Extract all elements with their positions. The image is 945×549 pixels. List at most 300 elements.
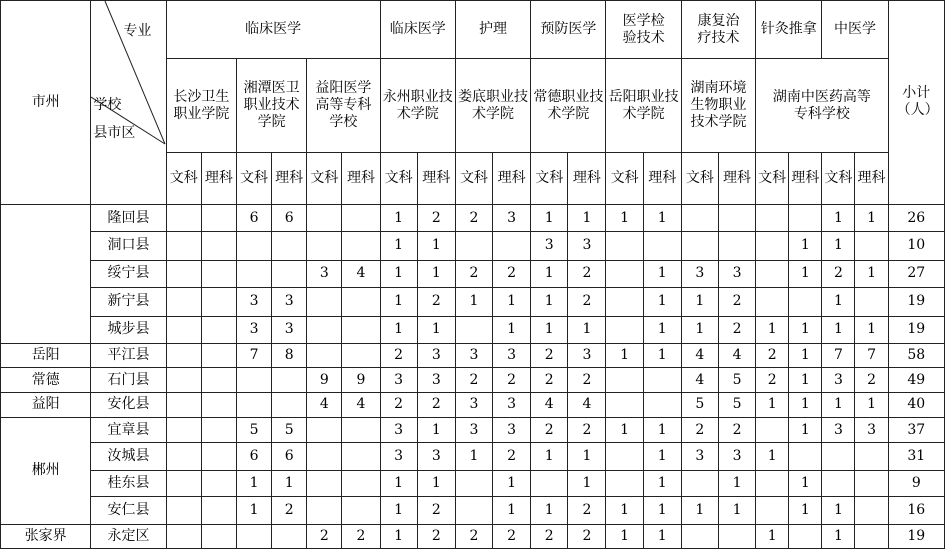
value-cell <box>606 392 643 417</box>
value-cell: 1 <box>789 368 822 392</box>
value-cell: 3 <box>272 288 307 317</box>
school-hunan-tcm: 湖南中医药高等专科学校 <box>756 59 889 153</box>
value-cell <box>236 260 271 287</box>
table-row <box>1 368 945 392</box>
value-cell <box>342 316 380 343</box>
value-cell: 1 <box>789 417 822 442</box>
value-cell <box>342 417 380 442</box>
arts-header: 文科 <box>756 153 789 205</box>
value-cell: 3 <box>455 344 492 368</box>
value-cell: 1 <box>681 288 718 317</box>
value-cell: 1 <box>380 204 417 231</box>
value-cell: 3 <box>718 443 755 470</box>
value-cell <box>756 232 789 261</box>
school-hunan-env-bio: 湖南环境生物职业技术学院 <box>681 59 755 153</box>
value-cell <box>643 368 681 392</box>
major-clinical-2: 临床医学 <box>380 1 455 59</box>
value-cell <box>606 470 643 496</box>
value-cell <box>272 392 307 417</box>
value-cell: 5 <box>718 392 755 417</box>
value-cell <box>342 288 380 317</box>
value-cell: 1 <box>822 524 855 548</box>
value-cell: 3 <box>307 260 342 287</box>
value-cell: 2 <box>417 392 455 417</box>
value-cell <box>342 497 380 524</box>
value-cell: 1 <box>822 497 855 524</box>
value-cell: 1 <box>531 497 568 524</box>
value-cell: 1 <box>643 443 681 470</box>
value-cell: 1 <box>855 260 888 287</box>
value-cell: 4 <box>342 260 380 287</box>
value-cell: 4 <box>342 392 380 417</box>
subtotal-cell: 49 <box>888 368 944 392</box>
value-cell: 1 <box>380 288 417 317</box>
value-cell: 2 <box>307 524 342 548</box>
subtotal-cell: 16 <box>888 497 944 524</box>
city-cell: 郴州 <box>1 417 91 524</box>
value-cell <box>236 368 271 392</box>
value-cell: 1 <box>643 497 681 524</box>
science-header: 理科 <box>855 153 888 205</box>
value-cell: 1 <box>789 260 822 287</box>
value-cell: 3 <box>681 260 718 287</box>
value-cell <box>201 470 236 496</box>
value-cell <box>201 316 236 343</box>
value-cell: 2 <box>455 260 492 287</box>
value-cell: 1 <box>568 204 606 231</box>
value-cell <box>855 470 888 496</box>
subtotal-cell: 27 <box>888 260 944 287</box>
value-cell: 1 <box>789 497 822 524</box>
subtotal-cell: 19 <box>888 316 944 343</box>
value-cell: 2 <box>568 497 606 524</box>
value-cell <box>307 288 342 317</box>
value-cell: 1 <box>236 497 271 524</box>
value-cell: 1 <box>822 204 855 231</box>
value-cell: 1 <box>822 392 855 417</box>
value-cell: 1 <box>380 260 417 287</box>
table-row <box>1 260 945 287</box>
value-cell: 1 <box>718 497 755 524</box>
table-row <box>1 232 945 261</box>
value-cell: 9 <box>307 368 342 392</box>
value-cell: 1 <box>643 316 681 343</box>
city-cell: 常德 <box>1 368 91 392</box>
value-cell: 1 <box>789 316 822 343</box>
value-cell: 2 <box>531 524 568 548</box>
value-cell: 1 <box>568 443 606 470</box>
value-cell: 6 <box>272 204 307 231</box>
subtotal-cell: 26 <box>888 204 944 231</box>
value-cell: 1 <box>643 204 681 231</box>
value-cell: 1 <box>493 316 531 343</box>
value-cell: 2 <box>417 524 455 548</box>
value-cell: 2 <box>531 344 568 368</box>
value-cell: 2 <box>718 417 755 442</box>
value-cell: 1 <box>455 443 492 470</box>
value-cell <box>718 524 755 548</box>
subtotal-cell: 37 <box>888 417 944 442</box>
table-row <box>1 392 945 417</box>
value-cell: 4 <box>307 392 342 417</box>
major-clinical-1: 临床医学 <box>166 1 380 59</box>
science-header: 理科 <box>718 153 755 205</box>
value-cell: 2 <box>568 417 606 442</box>
value-cell <box>201 204 236 231</box>
value-cell: 2 <box>493 443 531 470</box>
value-cell: 1 <box>568 470 606 496</box>
corner-school-label: 学校 <box>93 97 122 113</box>
value-cell <box>166 204 201 231</box>
value-cell <box>606 316 643 343</box>
value-cell <box>166 497 201 524</box>
value-cell <box>166 417 201 442</box>
value-cell: 1 <box>493 470 531 496</box>
county-cell: 城步县 <box>91 316 166 343</box>
value-cell: 2 <box>568 288 606 317</box>
table-row <box>1 204 945 231</box>
value-cell <box>756 204 789 231</box>
value-cell: 3 <box>681 443 718 470</box>
value-cell: 1 <box>606 417 643 442</box>
value-cell: 2 <box>756 344 789 368</box>
table-row <box>1 524 945 548</box>
value-cell <box>342 232 380 261</box>
arts-header: 文科 <box>822 153 855 205</box>
value-cell <box>166 344 201 368</box>
value-cell <box>681 524 718 548</box>
value-cell <box>681 470 718 496</box>
value-cell <box>681 232 718 261</box>
science-header: 理科 <box>417 153 455 205</box>
value-cell <box>166 470 201 496</box>
value-cell: 3 <box>417 443 455 470</box>
subtotal-cell: 10 <box>888 232 944 261</box>
value-cell: 1 <box>417 316 455 343</box>
value-cell: 1 <box>855 204 888 231</box>
value-cell: 3 <box>855 417 888 442</box>
value-cell: 6 <box>272 443 307 470</box>
value-cell: 3 <box>272 316 307 343</box>
value-cell <box>822 470 855 496</box>
county-cell: 汝城县 <box>91 443 166 470</box>
value-cell: 2 <box>417 288 455 317</box>
value-cell: 8 <box>272 344 307 368</box>
value-cell: 1 <box>455 288 492 317</box>
value-cell <box>789 288 822 317</box>
value-cell <box>307 443 342 470</box>
value-cell: 3 <box>417 368 455 392</box>
value-cell: 3 <box>455 392 492 417</box>
value-cell: 4 <box>681 344 718 368</box>
value-cell: 2 <box>417 204 455 231</box>
value-cell: 2 <box>756 368 789 392</box>
value-cell <box>201 524 236 548</box>
value-cell <box>272 524 307 548</box>
city-cell: 岳阳 <box>1 344 91 368</box>
value-cell: 2 <box>417 497 455 524</box>
value-cell: 1 <box>789 392 822 417</box>
science-header: 理科 <box>643 153 681 205</box>
city-cell: 张家界 <box>1 524 91 548</box>
value-cell: 5 <box>272 417 307 442</box>
value-cell <box>855 443 888 470</box>
arts-header: 文科 <box>307 153 342 205</box>
value-cell: 4 <box>718 344 755 368</box>
value-cell: 1 <box>380 470 417 496</box>
table-row <box>1 417 945 442</box>
value-cell: 4 <box>531 392 568 417</box>
value-cell <box>272 260 307 287</box>
value-cell <box>166 232 201 261</box>
subtotal-cell: 31 <box>888 443 944 470</box>
value-cell: 2 <box>493 260 531 287</box>
value-cell <box>606 232 643 261</box>
value-cell <box>307 204 342 231</box>
value-cell <box>455 316 492 343</box>
value-cell: 1 <box>643 288 681 317</box>
value-cell: 1 <box>417 470 455 496</box>
value-cell: 2 <box>568 368 606 392</box>
value-cell: 2 <box>493 368 531 392</box>
school-yiyang: 益阳医学高等专科学校 <box>307 59 380 153</box>
value-cell: 2 <box>681 417 718 442</box>
county-cell: 永定区 <box>91 524 166 548</box>
arts-header: 文科 <box>681 153 718 205</box>
value-cell: 2 <box>568 524 606 548</box>
value-cell <box>307 470 342 496</box>
county-cell: 宜章县 <box>91 417 166 442</box>
value-cell: 1 <box>681 316 718 343</box>
science-header: 理科 <box>789 153 822 205</box>
value-cell: 2 <box>342 524 380 548</box>
subtotal-header: 小计（人） <box>888 1 944 205</box>
value-cell: 1 <box>606 497 643 524</box>
arts-header: 文科 <box>236 153 271 205</box>
arts-header: 文科 <box>606 153 643 205</box>
value-cell: 1 <box>531 204 568 231</box>
value-cell: 3 <box>493 417 531 442</box>
value-cell: 1 <box>756 443 789 470</box>
value-cell <box>307 316 342 343</box>
value-cell <box>166 443 201 470</box>
value-cell: 3 <box>822 417 855 442</box>
value-cell: 3 <box>417 344 455 368</box>
value-cell <box>756 417 789 442</box>
value-cell: 5 <box>236 417 271 442</box>
value-cell <box>342 470 380 496</box>
value-cell: 1 <box>718 470 755 496</box>
value-cell: 1 <box>822 232 855 261</box>
value-cell: 1 <box>272 470 307 496</box>
value-cell: 2 <box>455 368 492 392</box>
value-cell <box>493 232 531 261</box>
value-cell: 1 <box>493 288 531 317</box>
major-lab-tech: 医学检验技术 <box>606 1 681 59</box>
value-cell: 5 <box>718 368 755 392</box>
value-cell <box>789 443 822 470</box>
value-cell: 3 <box>455 417 492 442</box>
value-cell: 3 <box>531 232 568 261</box>
value-cell: 1 <box>789 344 822 368</box>
county-cell: 绥宁县 <box>91 260 166 287</box>
value-cell <box>166 368 201 392</box>
value-cell <box>166 260 201 287</box>
county-cell: 安仁县 <box>91 497 166 524</box>
value-cell: 5 <box>681 392 718 417</box>
subtotal-cell: 40 <box>888 392 944 417</box>
value-cell <box>236 232 271 261</box>
value-cell <box>342 204 380 231</box>
county-cell: 洞口县 <box>91 232 166 261</box>
value-cell: 1 <box>643 524 681 548</box>
value-cell <box>789 204 822 231</box>
subtotal-cell: 58 <box>888 344 944 368</box>
value-cell <box>681 204 718 231</box>
value-cell <box>855 232 888 261</box>
value-cell: 1 <box>756 316 789 343</box>
value-cell: 3 <box>236 288 271 317</box>
value-cell: 1 <box>789 232 822 261</box>
city-cell <box>1 204 91 343</box>
value-cell: 1 <box>606 344 643 368</box>
value-cell <box>643 232 681 261</box>
table-row <box>1 316 945 343</box>
table-row <box>1 288 945 317</box>
science-header: 理科 <box>272 153 307 205</box>
school-loudi: 娄底职业技术学院 <box>455 59 530 153</box>
value-cell <box>455 232 492 261</box>
major-rehab: 康复治疗技术 <box>681 1 755 59</box>
subtotal-cell: 9 <box>888 470 944 496</box>
value-cell: 1 <box>606 524 643 548</box>
value-cell <box>718 204 755 231</box>
value-cell: 2 <box>718 316 755 343</box>
value-cell: 1 <box>417 260 455 287</box>
value-cell: 1 <box>643 260 681 287</box>
value-cell: 2 <box>855 368 888 392</box>
value-cell: 4 <box>568 392 606 417</box>
value-cell <box>166 524 201 548</box>
value-cell: 3 <box>380 368 417 392</box>
table-row <box>1 443 945 470</box>
school-changsha: 长沙卫生职业学院 <box>166 59 236 153</box>
value-cell: 3 <box>718 260 755 287</box>
value-cell <box>307 232 342 261</box>
value-cell <box>455 470 492 496</box>
value-cell: 1 <box>756 392 789 417</box>
arts-header: 文科 <box>380 153 417 205</box>
value-cell: 4 <box>681 368 718 392</box>
value-cell <box>236 524 271 548</box>
value-cell: 9 <box>342 368 380 392</box>
value-cell: 1 <box>380 524 417 548</box>
value-cell <box>855 497 888 524</box>
value-cell: 1 <box>531 316 568 343</box>
value-cell: 2 <box>718 288 755 317</box>
value-cell: 1 <box>493 497 531 524</box>
value-cell: 1 <box>380 316 417 343</box>
value-cell <box>166 288 201 317</box>
value-cell: 6 <box>236 443 271 470</box>
value-cell: 7 <box>855 344 888 368</box>
value-cell <box>855 524 888 548</box>
value-cell: 1 <box>380 232 417 261</box>
value-cell <box>606 260 643 287</box>
science-header: 理科 <box>493 153 531 205</box>
value-cell: 6 <box>236 204 271 231</box>
value-cell <box>201 497 236 524</box>
value-cell: 3 <box>493 392 531 417</box>
value-cell: 1 <box>789 470 822 496</box>
table-body <box>1 204 945 548</box>
county-cell: 平江县 <box>91 344 166 368</box>
value-cell: 1 <box>681 497 718 524</box>
value-cell <box>756 288 789 317</box>
value-cell: 2 <box>531 368 568 392</box>
value-cell: 2 <box>822 260 855 287</box>
major-nursing: 护理 <box>455 1 530 59</box>
value-cell <box>342 344 380 368</box>
arts-header: 文科 <box>455 153 492 205</box>
value-cell <box>531 470 568 496</box>
value-cell <box>855 288 888 317</box>
value-cell: 1 <box>643 417 681 442</box>
city-header: 市州 <box>1 1 91 205</box>
value-cell <box>201 368 236 392</box>
value-cell <box>201 260 236 287</box>
value-cell <box>789 524 822 548</box>
arts-header: 文科 <box>166 153 201 205</box>
corner-county-label: 县市区 <box>93 125 136 141</box>
table-row <box>1 344 945 368</box>
county-cell: 隆回县 <box>91 204 166 231</box>
value-cell <box>272 368 307 392</box>
value-cell <box>307 344 342 368</box>
value-cell <box>756 497 789 524</box>
value-cell: 1 <box>822 316 855 343</box>
value-cell <box>307 497 342 524</box>
value-cell: 1 <box>380 497 417 524</box>
value-cell <box>166 316 201 343</box>
value-cell: 7 <box>236 344 271 368</box>
major-tcm: 中医学 <box>822 1 888 59</box>
value-cell <box>756 470 789 496</box>
value-cell: 3 <box>493 204 531 231</box>
value-cell: 1 <box>417 232 455 261</box>
value-cell: 2 <box>380 392 417 417</box>
county-cell: 桂东县 <box>91 470 166 496</box>
value-cell: 3 <box>568 344 606 368</box>
value-cell <box>822 443 855 470</box>
value-cell <box>201 443 236 470</box>
value-cell: 1 <box>606 204 643 231</box>
value-cell <box>201 232 236 261</box>
value-cell <box>272 232 307 261</box>
value-cell: 3 <box>493 344 531 368</box>
value-cell: 1 <box>531 260 568 287</box>
value-cell: 1 <box>643 344 681 368</box>
value-cell <box>201 288 236 317</box>
science-header: 理科 <box>568 153 606 205</box>
school-changde: 常德职业技术学院 <box>531 59 606 153</box>
value-cell <box>201 417 236 442</box>
value-cell: 1 <box>531 443 568 470</box>
value-cell <box>756 260 789 287</box>
value-cell: 2 <box>455 524 492 548</box>
value-cell: 1 <box>855 316 888 343</box>
value-cell: 1 <box>822 288 855 317</box>
